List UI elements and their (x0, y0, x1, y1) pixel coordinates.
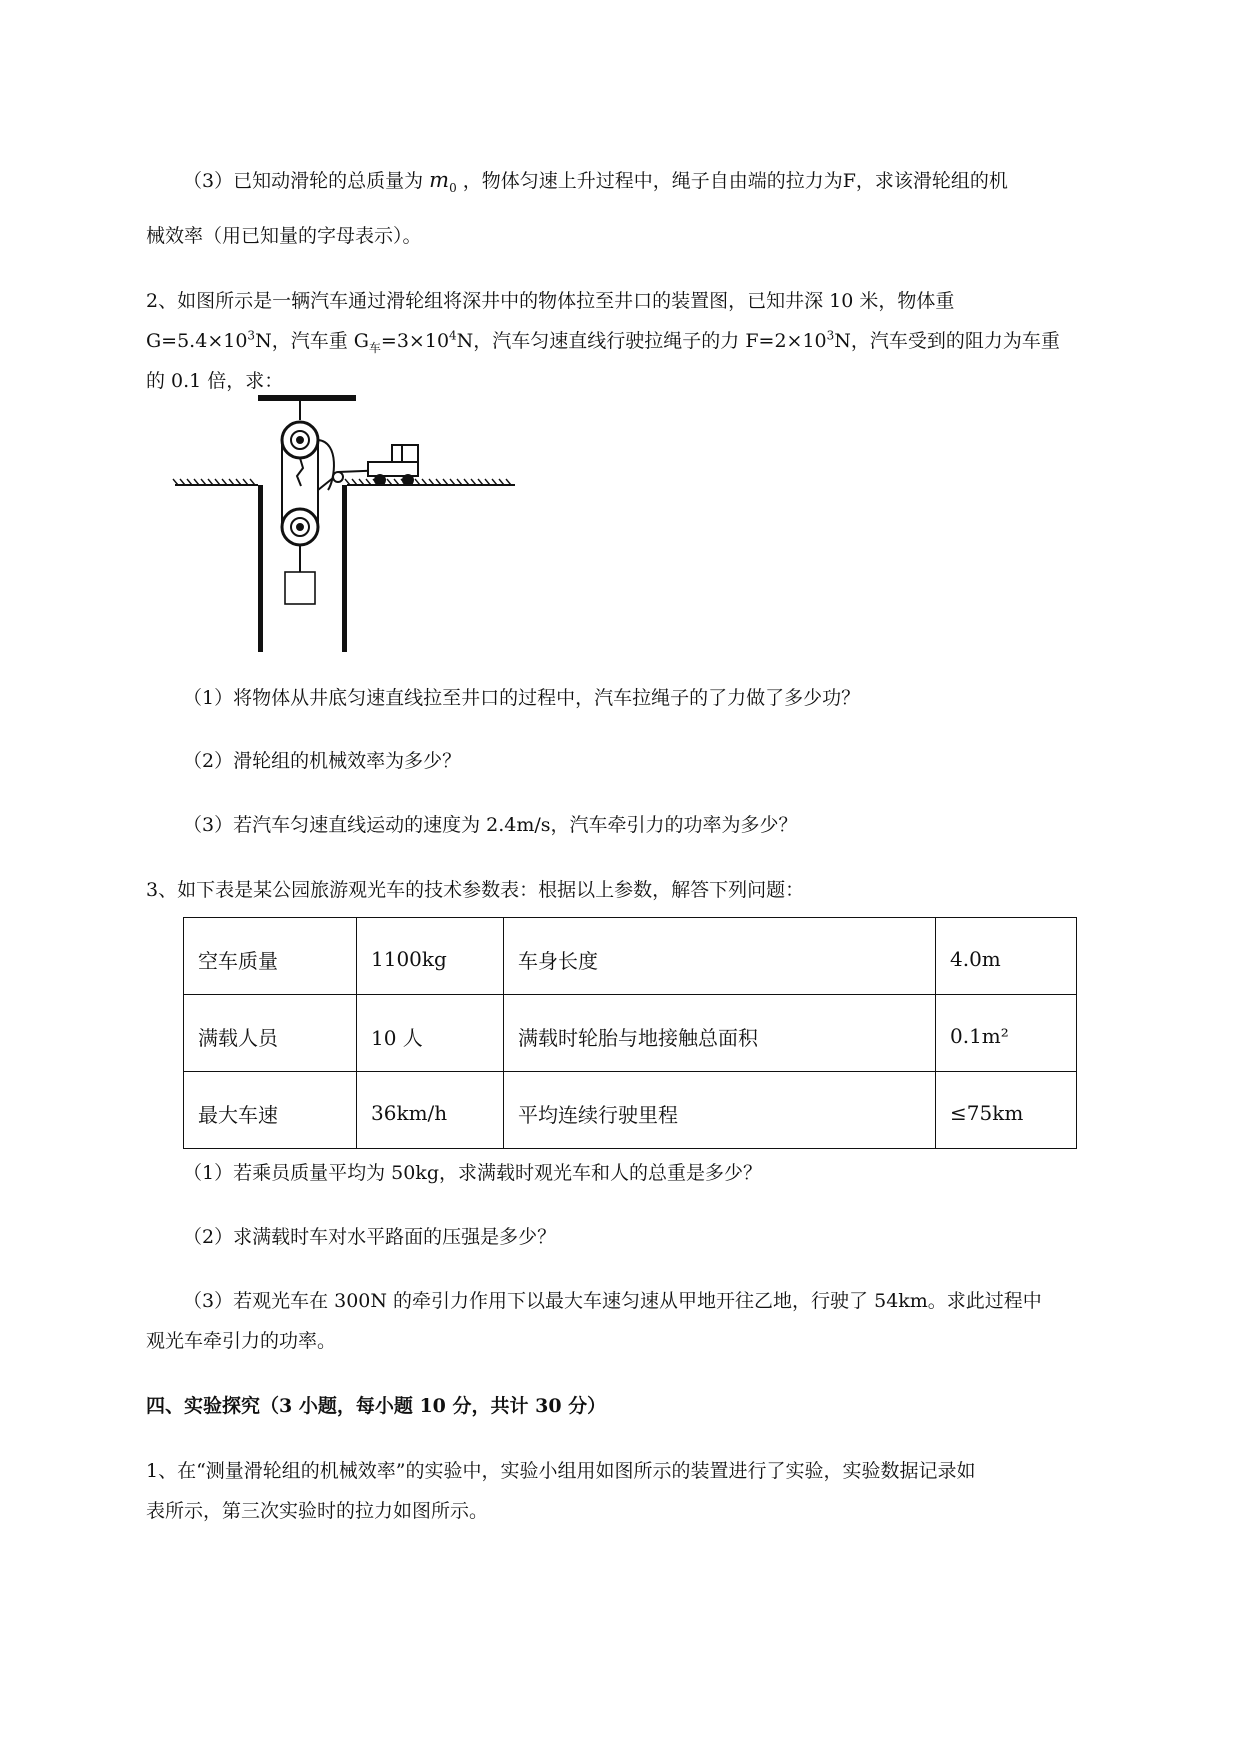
q3-p1: （1）若乘员质量平均为 50kg，求满载时观光车和人的总重是多少？ (183, 1162, 762, 1184)
section-heading: 四、实验探究（3 小题，每小题 10 分，共计 30 分） (146, 1395, 607, 1417)
table-cell: 36km/h (357, 1072, 504, 1149)
q2-p2: （2）滑轮组的机械效率为多少？ (183, 750, 462, 772)
ceiling-bar (258, 395, 356, 401)
truck (368, 445, 418, 485)
q3-p2: （2）求满载时车对水平路面的压强是多少？ (183, 1226, 557, 1248)
q1-part3-line1 (183, 167, 1008, 194)
q2-p3: （3）若汽车匀速直线运动的速度为 2.4m/s，汽车牵引力的功率为多少？ (183, 814, 798, 836)
section4-q1-line2: 表所示，第三次实验时的拉力如图所示。 (146, 1500, 489, 1522)
spec-table (183, 917, 1077, 1149)
table-row (184, 1072, 1077, 1149)
var-m: m (429, 168, 450, 192)
well-wall-left (258, 485, 263, 652)
table-cell: 4.0m (936, 918, 1077, 995)
q2-line2: $G=5.4\times 10^3N$，汽车重 $G_车=3\times 10^4N$，汽车匀速直线行驶拉绳子的力 $F=2\times 10^3N$，汽车受到的阻力为车重 (146, 328, 1060, 355)
table-cell: 满载人员 (184, 995, 357, 1072)
q3-p3-line2: 观光车牵引力的功率。 (146, 1330, 337, 1352)
table-cell: 0.1m² (936, 995, 1077, 1072)
q2-line1: 2、如图所示是一辆汽车通过滑轮组将深井中的物体拉至井口的装置图，已知井深 10 米，物体重 (146, 290, 955, 312)
q3-p3-line1: （3）若观光车在 300N 的牵引力作用下以最大车速匀速从甲地开往乙地，行驶了 54km。求此过程中 (183, 1290, 1042, 1312)
q1-part3-line2: 械效率（用已知量的字母表示）。 (146, 225, 422, 247)
guide-pulley (333, 472, 343, 482)
table-cell: 车身长度 (504, 918, 936, 995)
table-cell: 空车质量 (184, 918, 357, 995)
q3-intro: 3、如下表是某公园旅游观光车的技术参数表：根据以上参数，解答下列问题： (146, 879, 805, 901)
table-cell: 最大车速 (184, 1072, 357, 1149)
table-cell: 平均连续行驶里程 (504, 1072, 936, 1149)
section4-q1-line1: 1、在“测量滑轮组的机械效率”的实验中，实验小组用如图所示的装置进行了实验，实验数据记录如 (146, 1460, 976, 1482)
table-cell: ≤75km (936, 1072, 1077, 1149)
var-m-sub: 0 (449, 180, 457, 195)
table-row (184, 918, 1077, 995)
q2-p1: （1）将物体从井底匀速直线拉至井口的过程中，汽车拉绳子的了力做了多少功？ (183, 687, 861, 709)
pulley-truck-diagram (170, 390, 530, 652)
table-cell: 10 人 (357, 995, 504, 1072)
table-cell: 1100kg (357, 918, 504, 995)
q1-part3-post: ，物体匀速上升过程中，绳子自由端的拉力为F，求该滑轮组的机 (462, 170, 1008, 192)
table-row (184, 995, 1077, 1072)
well-wall-right (342, 485, 347, 652)
table-cell: 满载时轮胎与地接触总面积 (504, 995, 936, 1072)
q1-part3-pre: （3）已知动滑轮的总质量为 (183, 170, 424, 192)
q2-line3: 的 0.1 倍，求： (146, 370, 284, 392)
load-block (285, 572, 315, 604)
